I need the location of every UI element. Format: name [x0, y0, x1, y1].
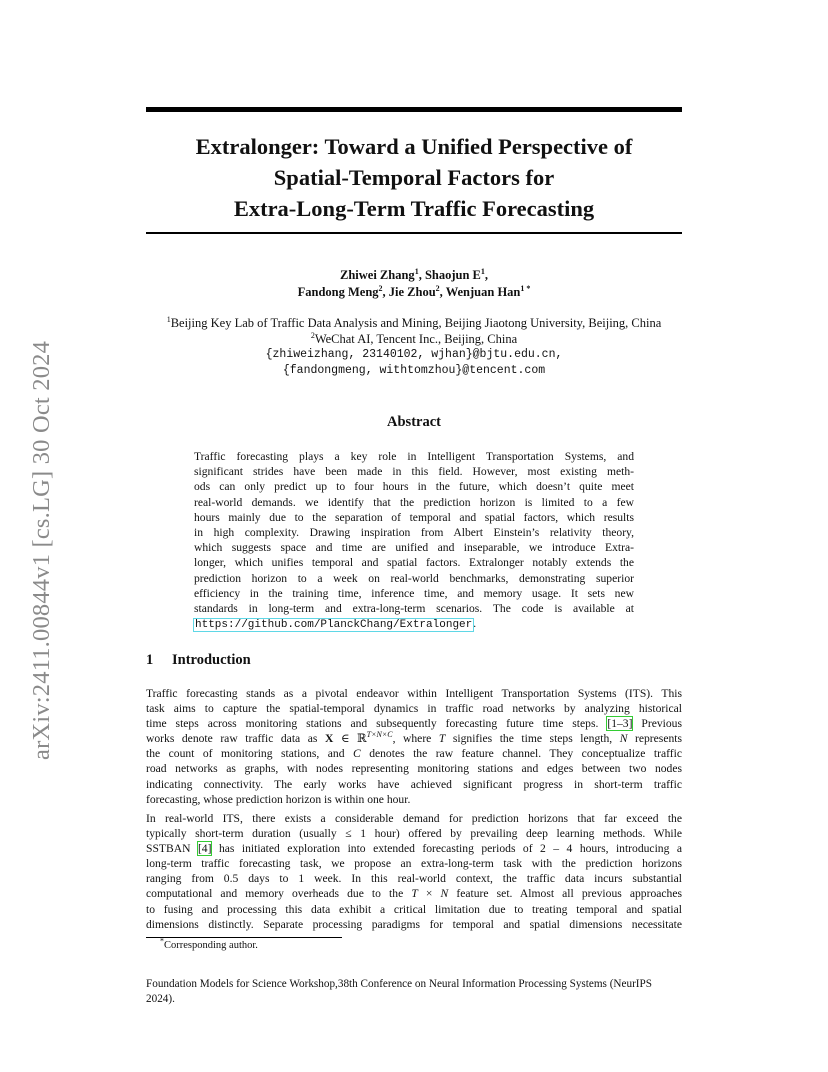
abstract-heading: Abstract: [387, 414, 441, 430]
abstract-line: which suggests space and time are unified and inseparable, we introduce Extra-: [194, 541, 634, 555]
text-run: signifies the time steps length,: [452, 732, 613, 746]
abstract-line: hours mainly due to the separation of temporal and spatial factors, which results: [194, 510, 634, 524]
affiliation-mark: 1: [166, 314, 171, 324]
author-affiliation-mark: 2: [378, 283, 383, 293]
paragraph-line: [146, 886, 682, 901]
intro-paragraph-1: [146, 686, 682, 807]
paper-title: [146, 131, 682, 224]
author-name: Shaojun E: [424, 268, 481, 282]
email-line-2: {fandongmeng, withtomzhou}@tencent.com: [282, 363, 546, 377]
math-superscript: T×N×C: [366, 730, 393, 740]
title-line: Extra-Long-Term Traffic Forecasting: [233, 196, 595, 221]
text-run: computational and memory overheads due to the: [146, 887, 404, 901]
math-symbol: T: [438, 732, 446, 746]
text-run: feature set. Almost all previous approaches: [456, 887, 683, 901]
paragraph-line: ranging from 0.5 days to 1 week. In this real-world context, the traffic data incurs substantial: [146, 872, 682, 886]
paragraph-line: long-term traffic forecasting task, we propose an extra-long-term task with the prediction horizons: [146, 857, 682, 871]
author-name: Zhiwei Zhang: [340, 268, 415, 282]
abstract-line: [194, 616, 634, 633]
text-run: Previous: [641, 717, 682, 731]
paragraph-line: In real-world ITS, there exists a considerable demand for prediction horizons that far exceed the: [146, 812, 682, 825]
paragraph-line: task aims to capture the spatial-temporal dynamics in traffic road networks by analyzing historical: [146, 702, 682, 716]
math-symbol: C: [352, 747, 361, 761]
author-name: Fandong Meng: [297, 285, 379, 299]
text-run: works denote raw traffic data as: [146, 732, 318, 746]
affiliations: [100, 316, 728, 378]
paragraph-line: [146, 731, 682, 746]
abstract-line: prediction horizon to a week on real-world benchmarks, demonstrating superior: [194, 571, 634, 585]
author-name: Wenjuan Han: [445, 285, 521, 299]
abstract-period: .: [473, 617, 477, 631]
abstract-line: significant strides have been made in this field. However, most existing meth-: [194, 465, 634, 479]
paragraph-line: forecasting, whose prediction horizon is within one hour.: [146, 792, 411, 806]
author-affiliation-mark: 2: [435, 283, 440, 293]
author-affiliation-mark: 1: [480, 266, 485, 276]
paragraph-line: [146, 716, 682, 731]
math-symbol: X: [324, 732, 334, 746]
affiliation-1: Beijing Key Lab of Traffic Data Analysis and Mining, Beijing Jiaotong University, Beijing, China: [170, 316, 662, 330]
paragraph-line: dimensions distinctly. Separate processing paradigms for temporal and spatial dimensions necessitate: [146, 917, 682, 931]
title-top-rule: [146, 107, 682, 112]
text-run: the count of monitoring stations, and: [146, 747, 345, 761]
title-bottom-rule: [146, 232, 682, 234]
code-repository-link[interactable]: https://github.com/PlanckChang/Extralonger: [195, 619, 473, 632]
text-run: represents: [635, 732, 682, 746]
math-symbol: T: [411, 887, 418, 901]
paragraph-line: indicating connectivity. The early works have achieved significant progress in short-term traffic: [146, 777, 682, 791]
abstract-line: in high complexity. Drawing inspiration from Albert Einstein’s relativity theory,: [194, 526, 634, 540]
text-run: SSTBAN: [146, 842, 191, 856]
citation-link[interactable]: [1–3]: [607, 717, 633, 731]
abstract-line: ods can only predict up to four hours in the future, which doesn’t quite meet: [194, 480, 634, 494]
author-affiliation-mark: 1: [414, 266, 419, 276]
affiliation-2: WeChat AI, Tencent Inc., Beijing, China: [314, 331, 518, 346]
math-symbol: ×: [425, 887, 433, 901]
math-symbol: N: [440, 887, 449, 901]
email-line-1: {zhiweizhang, 23140102, wjhan}@bjtu.edu.cn,: [265, 348, 563, 361]
footnote: [160, 936, 258, 951]
abstract-body: [194, 449, 634, 633]
arxiv-identifier-stamp: arXiv:2411.00844v1 [cs.LG] 30 Oct 2024: [28, 340, 55, 760]
paragraph-line: [146, 746, 682, 761]
intro-paragraph-2: [146, 811, 682, 932]
affiliation-mark: 2: [310, 330, 315, 340]
abstract-line: real-world demands. we identify that the prediction horizon is limited to a few: [194, 495, 634, 509]
text-run: denotes the raw feature channel. They conceptualize traffic: [369, 747, 682, 761]
venue-note: Foundation Models for Science Workshop,38th Conference on Neural Information Processing Systems (NeurIPS 2024).: [146, 978, 652, 1005]
footnote-rule: [146, 937, 342, 938]
author-list: Zhiwei Zhang$^1$, Shaojun $E^1$, Fandong Meng$^2$, Jie Zhou$^2$, Wenjuan Han$^{1 *}$: [297, 266, 531, 299]
abstract-line: Traffic forecasting plays a key role in Intelligent Transportation Systems, and: [194, 450, 634, 463]
paragraph-line: road networks as graphs, with nodes representing monitoring stations and edges between two nodes: [146, 762, 682, 776]
section-number: 1: [146, 652, 154, 668]
footnote-mark: *: [160, 936, 164, 946]
author-affiliation-mark: 1 *: [520, 283, 531, 293]
abstract-line: longer, which unifies temporal and spatial factors. Extralonger notably extends the: [194, 556, 634, 570]
title-line: Extralonger: Toward a Unified Perspective of: [195, 134, 633, 159]
paragraph-line: typically short-term duration (usually ≤ 1 hour) offered by prevailing deep learning methods. While: [146, 827, 682, 841]
abstract-line: efficiency in the training time, inference time, and memory usage. It sets new: [194, 586, 634, 600]
paragraph-line: to fusing and processing this data exhibit a critical limitation due to treating temporal and spatial: [146, 902, 682, 916]
paragraph-line: [146, 841, 682, 856]
math-symbol: ∈ ℝ: [340, 732, 367, 746]
author-name: Jie Zhou: [388, 285, 436, 299]
section-title: Introduction: [172, 652, 251, 668]
footnote-text: Corresponding author.: [164, 940, 258, 951]
text-run: time steps across monitoring stations and subsequently forecasting future time steps.: [146, 717, 599, 731]
citation-link[interactable]: [4]: [197, 842, 212, 856]
math-symbol: N: [619, 732, 628, 746]
text-run: , where: [392, 732, 432, 746]
title-line: Spatial-Temporal Factors for: [273, 165, 555, 190]
paragraph-line: Traffic forecasting stands as a pivotal endeavor within Intelligent Transportation Systems (ITS). This: [146, 687, 682, 700]
text-run: has initiated exploration into extended forecasting periods of 2 – 4 hours, introducing a: [218, 842, 682, 856]
section-heading: [146, 652, 251, 669]
abstract-line: standards in long-term and extra-long-term scenarios. The code is available at: [194, 602, 634, 616]
